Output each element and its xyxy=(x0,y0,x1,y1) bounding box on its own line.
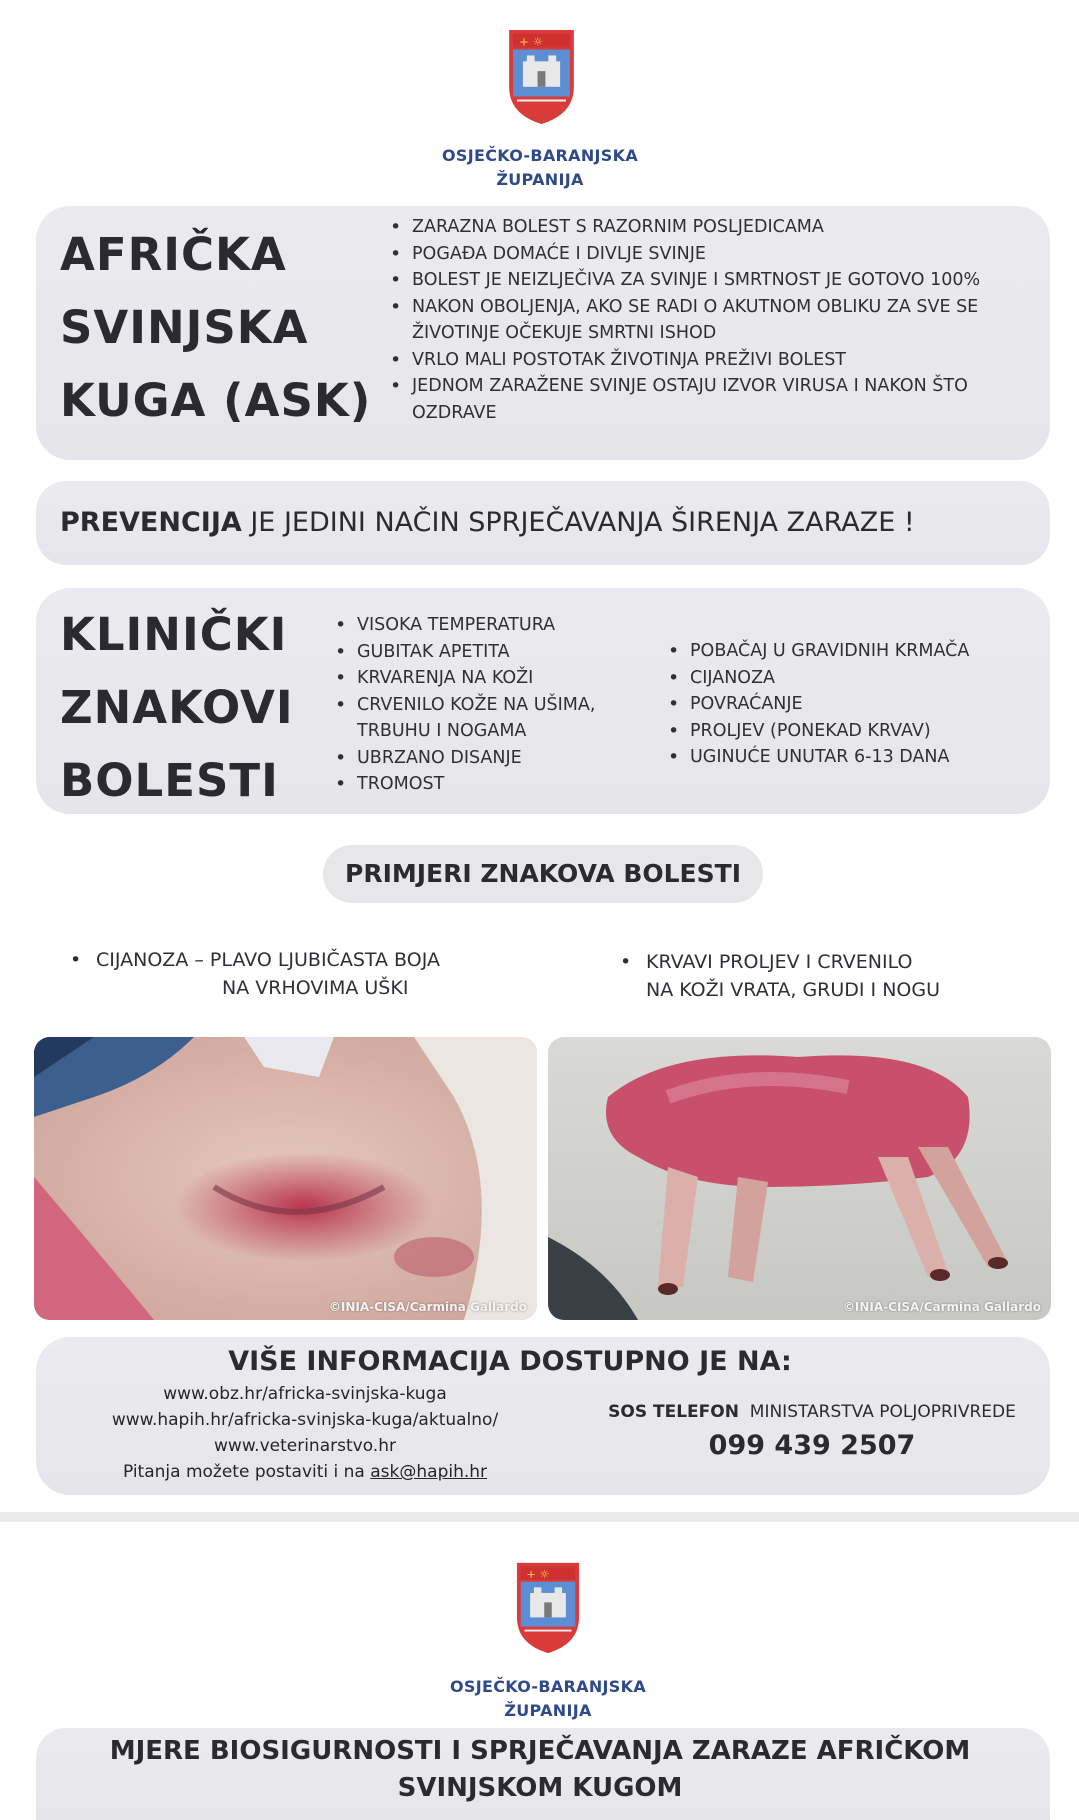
county-name-line2: ŽUPANIJA xyxy=(496,170,584,189)
caption-line1: CIJANOZA – PLAVO LJUBIČASTA BOJA xyxy=(96,949,440,971)
disease-title-line2: SVINJSKA xyxy=(60,301,309,354)
caption-line1: KRVAVI PROLJEV I CRVENILO xyxy=(646,951,913,973)
disease-title xyxy=(60,218,371,437)
county-name xyxy=(390,144,690,192)
list-item: • VISOKA TEMPERATURA xyxy=(333,612,633,639)
page-divider xyxy=(0,1512,1079,1522)
photo-credit: ©INIA-CISA/Carmina Gallardo xyxy=(328,1300,527,1314)
disease-facts-list xyxy=(388,214,1028,426)
list-item: • VRLO MALI POSTOTAK ŽIVOTINJA PREŽIVI BOLEST xyxy=(388,347,1028,374)
list-item: • POBAČAJ U GRAVIDNIH KRMAČA xyxy=(666,638,1036,665)
info-links xyxy=(100,1381,510,1485)
questions-line xyxy=(100,1459,510,1485)
caption-bloody-diarrhea xyxy=(620,948,1046,1004)
sos-phone-number[interactable]: 099 439 2507 xyxy=(708,1430,916,1461)
questions-text: Pitanja možete postaviti i na xyxy=(122,1462,371,1482)
svg-text:+ ☼: + ☼ xyxy=(518,34,544,49)
list-item: • CIJANOZA xyxy=(666,665,1036,692)
clinical-title-line1: KLINIČKI xyxy=(60,608,288,661)
county-coat-of-arms xyxy=(507,28,576,126)
sos-label: SOS TELEFON xyxy=(608,1402,739,1422)
clinical-title-line2: ZNAKOVI xyxy=(60,681,294,734)
disease-title-line3: KUGA (ASK) xyxy=(60,374,372,427)
biosecurity-title-line1: MJERE BIOSIGURNOSTI I SPRJEČAVANJA ZARAZE AFRIČKOM xyxy=(109,1736,971,1766)
prevention-statement xyxy=(60,499,915,547)
email-link[interactable]: ask@hapih.hr xyxy=(370,1462,488,1482)
biosecurity-title-line2: SVINJSKOM KUGOM xyxy=(397,1773,683,1803)
link-hapih[interactable]: www.hapih.hr/africka-svinjska-kuga/aktualno/ xyxy=(111,1410,499,1430)
bullet-dot: • xyxy=(70,949,82,971)
list-item: • PROLJEV (PONEKAD KRVAV) xyxy=(666,718,1036,745)
clinical-signs-title xyxy=(60,598,294,817)
examples-heading: PRIMJERI ZNAKOVA BOLESTI xyxy=(323,845,763,903)
list-item: • UBRZANO DISANJE xyxy=(333,745,633,772)
list-item: • POGAĐA DOMAĆE I DIVLJE SVINJE xyxy=(388,241,1028,268)
clinical-signs-list-2 xyxy=(666,638,1036,771)
county-name xyxy=(398,1675,698,1723)
list-item: • ZARAZNA BOLEST S RAZORNIM POSLJEDICAMA xyxy=(388,214,1028,241)
clinical-signs-list-1 xyxy=(333,612,633,798)
disease-title-line1: AFRIČKA xyxy=(60,228,287,281)
sos-ministry: MINISTARSTVA POLJOPRIVREDE xyxy=(749,1402,1016,1422)
list-item: • POVRAĆANJE xyxy=(666,691,1036,718)
county-name-line1: OSJEČKO-BARANJSKA xyxy=(450,1677,646,1696)
caption-line2: NA KOŽI VRATA, GRUDI I NOGU xyxy=(646,979,940,1001)
svg-text:+ ☼: + ☼ xyxy=(526,1567,550,1581)
list-item: • JEDNOM ZARAŽENE SVINJE OSTAJU IZVOR VIRUSA I NAKON ŠTO OZDRAVE xyxy=(388,373,1028,426)
caption-cyanosis xyxy=(70,946,516,1002)
list-item: • NAKON OBOLJENJA, AKO SE RADI O AKUTNOM OBLIKU ZA SVE SE ŽIVOTINJE OČEKUJE SMRTNI ISHOD xyxy=(388,294,1028,347)
sos-phone-label xyxy=(582,1402,1042,1422)
photo-credit: ©INIA-CISA/Carmina Gallardo xyxy=(842,1300,1041,1314)
photo-bloody-skin xyxy=(548,1037,1051,1320)
caption-line2: NA VRHOVIMA UŠKI xyxy=(222,977,409,999)
link-veterinarstvo[interactable]: www.veterinarstvo.hr xyxy=(214,1436,396,1456)
list-item: • BOLEST JE NEIZLJEČIVA ZA SVINJE I SMRTNOST JE GOTOVO 100% xyxy=(388,267,1028,294)
list-item: • GUBITAK APETITA xyxy=(333,639,633,666)
clinical-title-line3: BOLESTI xyxy=(60,754,279,807)
biosecurity-title xyxy=(60,1733,1020,1807)
prevention-rest: JE JEDINI NAČIN SPRJEČAVANJA ŠIRENJA ZARAZE ! xyxy=(241,507,915,538)
county-name-line2: ŽUPANIJA xyxy=(504,1701,592,1720)
bullet-dot: • xyxy=(620,951,632,973)
link-obz[interactable]: www.obz.hr/africka-svinjska-kuga xyxy=(163,1384,447,1404)
county-name-line1: OSJEČKO-BARANJSKA xyxy=(442,146,638,165)
photo-cyanosis-ear xyxy=(34,1037,537,1320)
list-item: • UGINUĆE UNUTAR 6-13 DANA xyxy=(666,744,1036,771)
info-heading: VIŠE INFORMACIJA DOSTUPNO JE NA: xyxy=(228,1346,792,1377)
list-item: • TROMOST xyxy=(333,771,633,798)
list-item: • CRVENILO KOŽE NA UŠIMA, TRBUHU I NOGAMA xyxy=(333,692,633,745)
county-coat-of-arms xyxy=(515,1561,581,1655)
list-item: • KRVARENJA NA KOŽI xyxy=(333,665,633,692)
prevention-keyword: PREVENCIJA xyxy=(60,507,242,538)
